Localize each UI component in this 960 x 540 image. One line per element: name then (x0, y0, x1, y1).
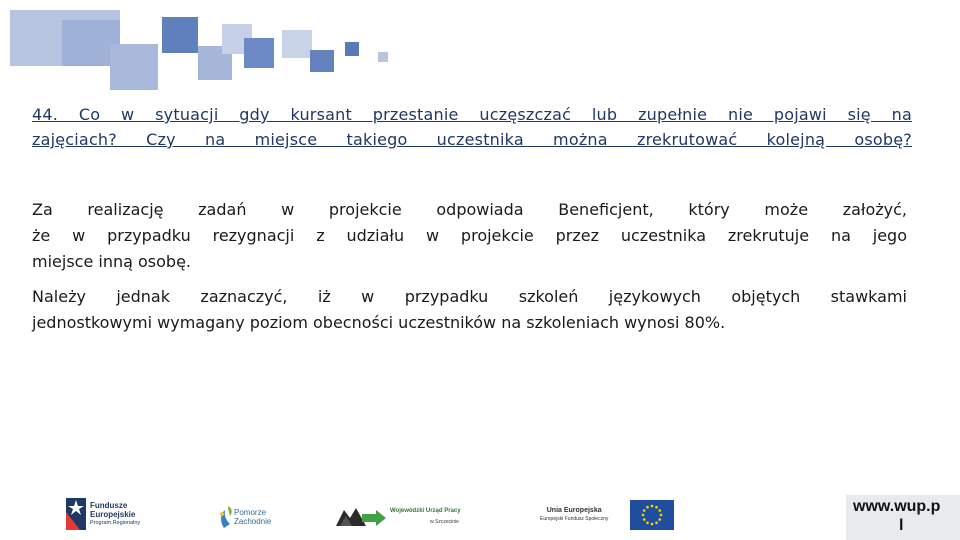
logo-text: Pomorze (234, 508, 267, 517)
logo-text: Zachodnie (234, 517, 272, 526)
eu-flag-icon (630, 500, 674, 530)
deco-square (110, 44, 158, 90)
unia-europejska-text (540, 506, 608, 524)
deco-square (310, 50, 334, 72)
logo-text: Fundusze (90, 501, 128, 510)
deco-square (162, 17, 198, 53)
logo-text: Program Regionalny (90, 520, 141, 526)
deco-square (282, 30, 312, 58)
deco-square (378, 52, 388, 62)
paragraph-line: jednostkowymi wymagany poziom obecności uczestników na szkoleniach wynosi 80%. (32, 313, 726, 332)
logo-text: Europejskie (90, 510, 136, 519)
answer-paragraph (32, 284, 907, 336)
pomorze-zachodnie-text (234, 508, 271, 526)
paragraph-line: Należy jednak zaznaczyć, iż w przypadku szkoleń językowych objętych stawkami (32, 287, 907, 306)
deco-square (244, 38, 274, 68)
deco-square (345, 42, 359, 56)
question-heading (32, 102, 912, 152)
paragraph-line: Za realizację zadań w projekcie odpowiada Beneficjent, który może założyć, (32, 200, 907, 219)
question-line: 44. Co w sytuacji gdy kursant przestanie uczęszczać lub zupełnie nie pojawi się na (32, 105, 912, 124)
paragraph-line: że w przypadku rezygnacji z udziału w projekcie przez uczestnika zrekrutuje na jego (32, 226, 907, 245)
fundusze-europejskie-logo (66, 498, 86, 530)
wup-szczecin-logo (336, 502, 386, 528)
logo-text: w Szczecinie (430, 519, 459, 525)
website-link-continuation[interactable]: l (899, 517, 904, 534)
question-line: zajęciach? Czy na miejsce takiego uczestnika można zrekrutować kolejną osobę? (32, 130, 912, 149)
website-link[interactable]: www.wup.p (853, 498, 941, 515)
footer-logos (0, 492, 960, 540)
logo-text: Europejski Fundusz Społeczny (540, 516, 609, 522)
logo-text: Unia Europejska (546, 507, 602, 514)
wup-szczecin-text (390, 506, 461, 528)
answer-paragraph (32, 197, 907, 275)
logo-text: Wojewódzki Urząd Pracy (390, 508, 461, 514)
paragraph-line: miejsce inną osobę. (32, 252, 191, 271)
fundusze-europejskie-text (90, 501, 140, 528)
